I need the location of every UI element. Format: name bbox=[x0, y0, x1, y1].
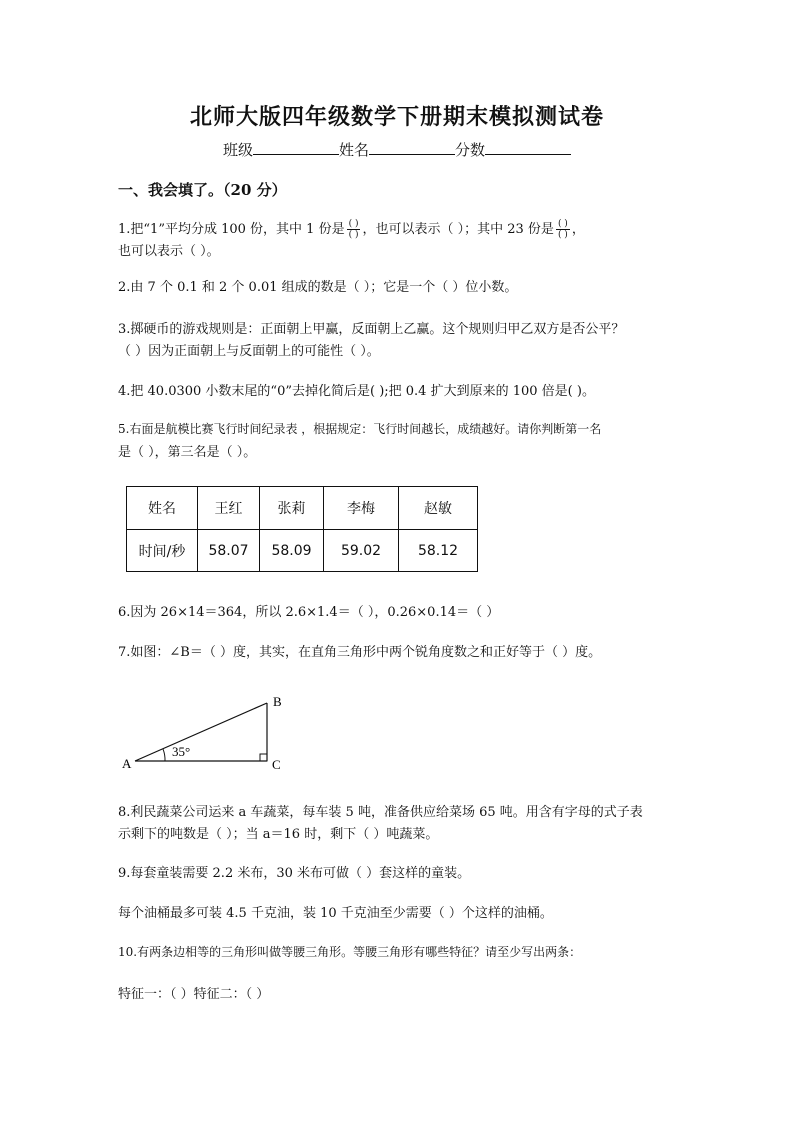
question-10: 10.有两条边相等的三角形叫做等腰三角形。等腰三角形有哪些特征？请至少写出两条： bbox=[118, 945, 582, 959]
table-cell: 时间/秒 bbox=[127, 530, 198, 572]
question-7: 7.如图：∠B＝（ ）度，其实，在直角三角形中两个锐角度数之和正好等于（ ）度。 bbox=[118, 645, 602, 660]
right-angle-mark bbox=[260, 754, 267, 761]
angle-arc bbox=[163, 749, 165, 761]
q1-text-a: 1.把“1”平均分成 100 份，其中 1 份是 bbox=[118, 222, 345, 237]
table-header: 王红 bbox=[198, 487, 260, 530]
vertex-label-a: A bbox=[122, 756, 132, 771]
class-blank bbox=[253, 140, 339, 155]
page-title: 北师大版四年级数学下册期末模拟测试卷 bbox=[189, 104, 604, 130]
score-label: 分数 bbox=[455, 141, 486, 159]
question-3-line-1: 3.掷硬币的游戏规则是：正面朝上甲赢，反面朝上乙赢。这个规则归甲乙双方是否公平？ bbox=[118, 322, 625, 337]
question-6: 6.因为 26×14＝364，所以 2.6×1.4＝（ ），0.26×0.14＝（ ） bbox=[118, 605, 500, 620]
q1-fraction-1: $\frac{( )}{( )}$ bbox=[348, 219, 359, 240]
angle-label: 35° bbox=[172, 744, 191, 759]
q1-text-c: ， bbox=[571, 222, 585, 237]
table-header: 赵敏 bbox=[399, 487, 478, 530]
question-1-line-2: 也可以表示（ ）。 bbox=[118, 244, 220, 259]
question-2: 2.由 7 个 0.1 和 2 个 0.01 组成的数是（ ）；它是一个（ ）位小数。 bbox=[118, 280, 518, 295]
question-3-line-2: （ ）因为正面朝上与反面朝上的可能性（ ）。 bbox=[118, 344, 380, 359]
triangle-side-ab bbox=[135, 703, 267, 761]
question-8-line-1: 8.利民蔬菜公司运来 a 车蔬菜，每车装 5 吨，准备供应给菜场 65 吨。用含有字母的式子表 bbox=[118, 805, 643, 820]
question-5-line-1: 5.右面是航模比赛飞行时间纪录表 ，根据规定：飞行时间越长，成绩越好。请你判断第一名 bbox=[118, 422, 602, 436]
vertex-label-c: C bbox=[272, 757, 281, 772]
table-cell: 59.02 bbox=[324, 530, 399, 572]
question-1-line-1 bbox=[118, 218, 585, 240]
student-info-line bbox=[0, 139, 794, 160]
table-cell: 58.09 bbox=[260, 530, 324, 572]
q1-text-b: ，也可以表示（ ）；其中 23 份是 bbox=[362, 222, 554, 237]
vertex-label-b: B bbox=[273, 694, 282, 709]
section-heading: 一、我会填了。（20 分） bbox=[118, 181, 287, 199]
question-10-answers: 特征一：（ ）特征二：（ ） bbox=[118, 987, 270, 1002]
score-blank bbox=[485, 140, 571, 155]
flight-time-table bbox=[126, 486, 478, 572]
table-header: 姓名 bbox=[127, 487, 198, 530]
question-5-line-2: 是（ ），第三名是（ ）。 bbox=[118, 445, 257, 460]
right-triangle-diagram bbox=[115, 690, 295, 780]
question-9b: 每个油桶最多可装 4.5 千克油，装 10 千克油至少需要（ ）个这样的油桶。 bbox=[118, 906, 553, 921]
question-8-line-2: 示剩下的吨数是（ ）；当 a＝16 时，剩下（ ）吨蔬菜。 bbox=[118, 827, 439, 842]
table-header: 张莉 bbox=[260, 487, 324, 530]
name-label: 姓名 bbox=[338, 141, 369, 159]
question-4: 4.把 40.0300 小数末尾的“0”去掉化简后是( );把 0.4 扩大到原来的 100 倍是( )。 bbox=[118, 384, 595, 399]
table-header: 李梅 bbox=[324, 487, 399, 530]
q1-fraction-2: $\frac{( )}{( )}$ bbox=[557, 219, 568, 240]
name-blank bbox=[369, 140, 455, 155]
table-cell: 58.12 bbox=[399, 530, 478, 572]
question-9: 9.每套童装需要 2.2 米布，30 米布可做（ ）套这样的童装。 bbox=[118, 866, 471, 881]
class-label: 班级 bbox=[222, 141, 253, 159]
table-cell: 58.07 bbox=[198, 530, 260, 572]
